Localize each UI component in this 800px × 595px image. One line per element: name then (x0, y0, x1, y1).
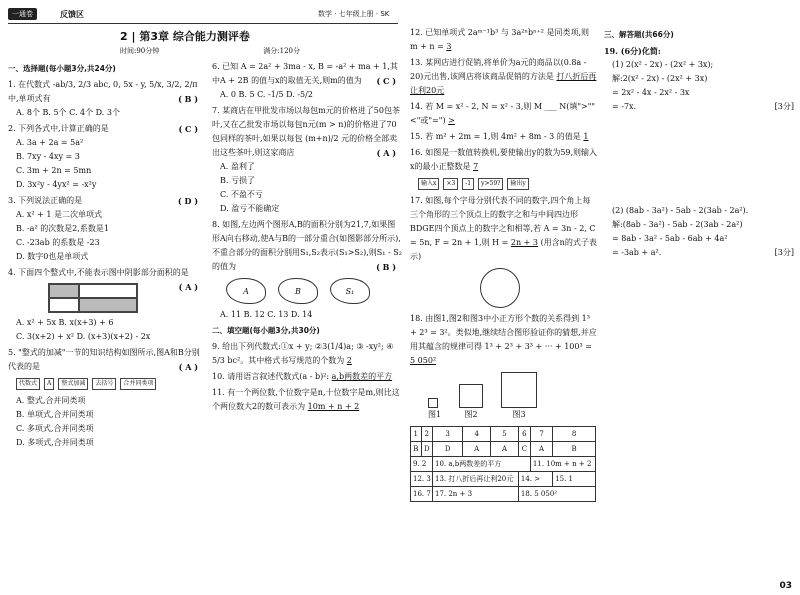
figure-label: 图2 (464, 410, 478, 419)
option: D. 多项式,合并同类项 (16, 438, 94, 447)
score-mark: [3分] (774, 248, 794, 257)
question-text: 3. 下列说法正确的是 (8, 196, 83, 205)
question-15 (410, 130, 598, 144)
cell: 3 (432, 427, 462, 442)
cell: D (432, 442, 462, 457)
question-text: 9. 给出下列代数式:①x + y; ②3(1/4)a; ③ -xy²; ④ 5/3 bc²。其中格式书写规范的个数为 (212, 342, 394, 365)
options: A. 11 B. 12 C. 13 D. 14 (220, 310, 313, 319)
question-4 (8, 266, 204, 344)
solution-line: 解:(8ab - 3a²) - 5ab - 2(3ab - 2a²) (612, 220, 743, 229)
blank-answer: 3 (446, 42, 452, 51)
option: B. -a² 的次数是2,系数是1 (16, 224, 109, 233)
column-4 (604, 26, 794, 262)
figure-label: 图1 (428, 410, 442, 419)
flow-box: -1 (462, 178, 474, 190)
options: A. 0 B. 5 C. -1/5 D. -5/2 (220, 90, 313, 99)
section-label: 反馈区 (60, 10, 84, 19)
option: C. 多项式,合并同类项 (16, 424, 94, 433)
question-text: 18. 由图1,图2和图3中小正方形个数的关系得到 1³ + 2³ = 3²。类似地,继续结合图形验证你的猜想,并应用其蕴含的规律可得 1³ + 2³ + 3³ + ··· + 100³ = (410, 314, 597, 351)
cell: 6 (518, 427, 530, 442)
question-10 (212, 370, 402, 384)
blank-answer: 打八折后再让利20元 (410, 72, 597, 95)
question-text: 11. 有一个两位数,个位数字是n,十位数字是m,则比这个两位数大2的数可表示为 (212, 388, 400, 411)
answer-table (410, 426, 596, 502)
answer: ( A ) (178, 362, 198, 372)
question-8 (212, 218, 402, 322)
flow-box: ×3 (443, 178, 458, 190)
blank-answer: 1 (583, 132, 589, 141)
column-2 (212, 60, 402, 416)
figure-label: 图3 (512, 410, 526, 419)
converter-diagram (418, 178, 598, 190)
page-header (8, 6, 398, 24)
question-text: 15. 若 m² + 2m = 1,则 4m² + 8m - 3 的值是 (410, 132, 581, 141)
flow-box: A (44, 378, 54, 390)
cell: 8 (553, 427, 596, 442)
blank-answer: > (448, 116, 455, 125)
cell: 18. 5 050² (518, 487, 595, 502)
cell: 9. 2 (411, 457, 433, 472)
question-13 (410, 56, 598, 98)
blank-answer: 10m + n + 2 (307, 402, 360, 411)
option: C. 3m + 2n = 5mn (16, 166, 92, 175)
cell: 10. a,b两数差的平方 (432, 457, 530, 472)
question-7 (212, 104, 402, 216)
column-3 (410, 26, 598, 502)
options: A. 8个 B. 5个 C. 4个 D. 3个 (16, 108, 120, 117)
question-text: 19. (6分)化简: (604, 46, 661, 56)
option: D. 盈亏不能确定 (220, 204, 280, 213)
question-text: 12. 已知单项式 2aᵐ⁻¹b³ 与 3a²ⁿbⁿ⁺² 是同类项,则 m + n = (410, 28, 590, 51)
cell: 7 (530, 427, 552, 442)
question-18 (410, 312, 598, 422)
cell: 4 (463, 427, 491, 442)
shape-s1: S₁ (330, 278, 370, 304)
solution-line: = -7x. [3分] (612, 100, 794, 114)
flow-box: 代数式 (16, 378, 40, 390)
question-text: 5. "整式的加减"一节的知识结构如图所示,图A和B分别代表的是 (8, 348, 200, 371)
blank-answer: 2n + 3 (510, 238, 539, 247)
option: A. x² + 5x B. x(x+3) + 6 (16, 318, 114, 327)
question-17 (410, 194, 598, 308)
question-text: 13. 某网店进行促销,将单价为a元的商品以(0.8a - 20)元出售,该网店将该商品促销的方法是 (410, 58, 587, 81)
shape-b: B (278, 278, 318, 304)
answer: ( C ) (376, 76, 396, 86)
column-1 (8, 60, 204, 452)
flow-box: 输出y (507, 178, 528, 190)
page-number: 03 (779, 581, 792, 591)
shapes-figure (226, 278, 402, 304)
part-2: (2) (8ab - 3a²) - 5ab - 2(3ab - 2a²). (612, 206, 749, 215)
answer: ( A ) (178, 282, 198, 292)
flow-box: 去括号 (92, 378, 116, 390)
question-2 (8, 122, 204, 192)
squares-figure (428, 372, 598, 422)
section-heading: 三、解答题(共66分) (604, 30, 674, 39)
cell: 17. 2n + 3 (432, 487, 518, 502)
question-5 (8, 346, 204, 450)
option: B. 亏损了 (220, 176, 255, 185)
option: A. 3a + 2a = 5a² (16, 138, 84, 147)
question-3 (8, 194, 204, 264)
cell: B (411, 442, 422, 457)
flow-box: y>59? (478, 178, 503, 190)
flow-box: 合并同类项 (120, 378, 156, 390)
option: C. 3(x+2) + x² D. (x+3)(x+2) - 2x (16, 332, 151, 341)
question-19 (604, 44, 794, 260)
shape-a: A (226, 278, 266, 304)
cell: 16. 7 (411, 487, 433, 502)
score-mark: [3分] (774, 102, 794, 111)
question-text: 10. 请用语言叙述代数式(a - b)²: (212, 372, 330, 381)
option: C. -23ab 的系数是 -23 (16, 238, 100, 247)
cell: 5 (491, 427, 519, 442)
part-1: (1) 2(x² - 2x) - (2x² + 3x); (612, 60, 714, 69)
question-text: 1. 在代数式 -ab/3, 2/3 abc, 0, 5x - y, 5/x, 3/2, 2/π 中,单项式有 (8, 80, 198, 103)
question-text: 2. 下列各式中,计算正确的是 (8, 124, 109, 133)
question-text: 17. 如图,每个字母分别代表不同的数字,四个角上每三个角形的三个顶点上的数字之和与中间四边形BDGE四个顶点上的数字之和相等,若 A = 3n - 2, C = 5n, F = 2n + 1,则 H = (410, 196, 596, 247)
flow-box: 输入x (418, 178, 439, 190)
blank-answer: 5 050² (410, 356, 437, 365)
option: A. 整式,合并同类项 (16, 396, 86, 405)
question-text: 14. 若 M = x² - 2, N = x² - 3,则 M ___ N(填">""<"或"=") (410, 102, 596, 125)
cell: A (463, 442, 491, 457)
cell: C (518, 442, 530, 457)
answer: ( C ) (178, 124, 198, 134)
question-14 (410, 100, 598, 128)
question-text: 4. 下面四个整式中,不能表示图中阴影部分面积的是 (8, 268, 189, 277)
option: C. 不盈不亏 (220, 190, 263, 199)
question-12 (410, 26, 598, 54)
blank-answer: 2 (346, 356, 352, 365)
full-score: 满分:120分 (263, 47, 300, 55)
question-text: 16. 如图是一数值转换机,要使输出y的数为59,则输入x的最小正整数是 (410, 148, 598, 171)
answer: ( B ) (376, 262, 396, 272)
option: A. 盈利了 (220, 162, 255, 171)
area-figure (48, 283, 138, 313)
solution-line: = 2x² - 4x - 2x² - 3x (612, 88, 690, 97)
solution-line: 解:2(x² - 2x) - (2x² + 3x) (612, 74, 708, 83)
blank-answer: a,b两数差的平方 (331, 372, 393, 381)
cell: D (421, 442, 432, 457)
cell: 12. 3 (411, 472, 433, 487)
cell: A (530, 442, 552, 457)
cell: B (553, 442, 596, 457)
section-heading: 一、选择题(每小题3分,共24分) (8, 64, 116, 73)
blank-answer: 7 (473, 162, 479, 171)
question-text: 6. 已知 A = 2a² + 3ma - x, B = -a² + ma + 1,其中A + 2B 的值与x的取值无关,则m的值为 (212, 62, 398, 85)
cell: 14. > (518, 472, 552, 487)
question-tail: (用含n的式子表示) (410, 238, 597, 261)
answer: ( D ) (177, 196, 198, 206)
cell: 13. 打八折后再让利20元 (432, 472, 518, 487)
answer: ( A ) (376, 148, 396, 158)
cell: 2 (421, 427, 432, 442)
question-text: 7. 某商店在甲批发市场以每包m元的价格进了50包茶叶,又在乙批发市场以每包n元(m > n)的价格进了70包同样的茶叶,如果以每包 (m+n)/2 元的价格全部卖出这些茶叶,则这家商店 (212, 106, 400, 157)
cell: 11. 10m + n + 2 (530, 457, 595, 472)
page-title: 2 | 第3章 综合能力测评卷 (120, 30, 250, 43)
option: D. 数字0也是单项式 (16, 252, 89, 261)
time-limit: 时间:90分钟 (120, 47, 160, 55)
question-11 (212, 386, 402, 414)
section-heading: 二、填空题(每小题3分,共30分) (212, 326, 320, 335)
question-6 (212, 60, 402, 102)
brand-logo: 一通卷 (8, 8, 37, 20)
question-1 (8, 78, 204, 120)
answer: ( B ) (178, 94, 198, 104)
cell: A (491, 442, 519, 457)
flow-box: 整式加减 (58, 378, 88, 390)
option: A. x² + 1 是二次单项式 (16, 210, 103, 219)
question-16 (410, 146, 598, 190)
exam-meta (120, 46, 300, 56)
question-text: 8. 如图,左边两个图形A,B的面积分别为21,7,如果图形A向右移动,使A与B的一部分重合(如图影部分所示),不重合部分的面积分别用S₁,S₂表示(S₁>S₂),则S₁ - S₂的值为 (212, 220, 402, 271)
option: B. 单项式,合并同类项 (16, 410, 94, 419)
solution-line: = 8ab - 3a² - 5ab - 6ab + 4a² (612, 234, 728, 243)
option: D. 3x²y - 4yx² = -x²y (16, 180, 97, 189)
solution-line: = -3ab + a². [3分] (612, 246, 794, 260)
node-figure (480, 268, 520, 308)
cell: 1 (411, 427, 422, 442)
question-9 (212, 340, 402, 368)
option: B. 7xy - 4xy = 3 (16, 152, 80, 161)
subject-label: 数学 · 七年级上册 · SK (318, 10, 390, 18)
structure-diagram (16, 378, 204, 390)
cell: 15. 1 (553, 472, 596, 487)
